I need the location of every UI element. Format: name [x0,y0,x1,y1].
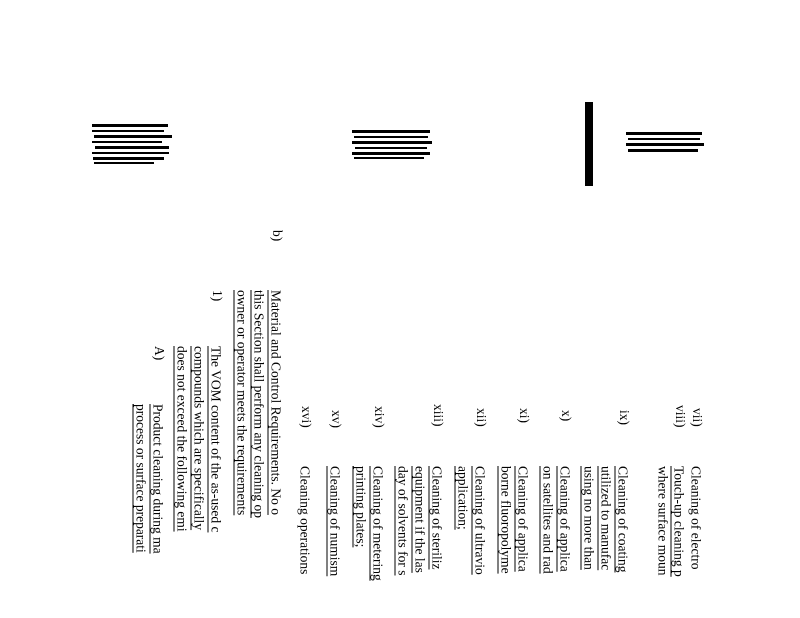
item-label-xvi: xvi) [299,406,314,428]
item-label-xiii: xiii) [431,404,446,427]
item-label-A: A) [152,346,167,361]
item-text-xiv-1: Cleaning of metering [370,466,386,581]
item-text-xv: Cleaning of numism [327,466,343,577]
item-1-line-1: The VOM content of the as-used c [208,346,224,533]
item-text-ix-1: Cleaning of coating [615,466,631,573]
item-label-xiv: xiv) [372,406,387,428]
item-label-viii: viii) [673,405,688,428]
item-label-ix: ix) [617,410,632,425]
item-1-line-3: does not exceed the following emi [174,346,190,532]
item-text-viii-2: where surface moun [655,466,671,576]
item-A-line-2: process or surface preparati [133,404,149,553]
item-text-x-2: on satellites and rad [540,466,556,574]
redaction-mark-1 [92,124,172,164]
section-label-b: b) [270,230,285,242]
item-text-xiii-3: day of solvents for s [395,466,411,576]
section-b-line-3: owner or operator meets the requirements [234,290,250,516]
item-label-1: 1) [210,290,225,302]
item-text-xiv-2: printing plates; [353,466,369,548]
item-text-ix-3: using no more than [581,466,597,570]
item-text-ix-2: utilized to manufac [598,466,614,571]
item-label-vii: vii) [690,408,705,427]
item-text-xii-2: application; [455,466,471,530]
item-label-x: x) [559,410,574,422]
item-text-xiii-1: Cleaning of steriliz [429,466,445,570]
item-text-xii-1: Cleaning of ultravio [472,466,488,575]
item-label-xii: xii) [474,408,489,427]
item-text-xi-1: Cleaning of applica [515,466,531,572]
item-text-xi-2: borne fluoropolyme [498,466,514,574]
section-b-line-2: this Section shall perform any cleaning op [251,290,267,518]
item-label-xv: xv) [329,410,344,428]
item-text-xiii-2: equipment if the las [412,466,428,573]
item-text-x-1: Cleaning of applica [557,466,573,572]
item-1-line-2: compounds which are specifically [191,346,207,531]
section-b-line-1: Material and Control Requirements. No o [268,290,284,515]
item-label-xi: xi) [517,408,532,423]
item-text-viii-1: Touch-up cleaning p [671,466,687,577]
item-text-xvi: Cleaning operations [297,466,313,575]
redaction-mark-3 [585,102,704,186]
item-text-vii: Cleaning of electro [688,466,704,570]
redaction-mark-2 [352,130,432,159]
item-A-line-1: Product cleaning during ma [150,404,166,554]
